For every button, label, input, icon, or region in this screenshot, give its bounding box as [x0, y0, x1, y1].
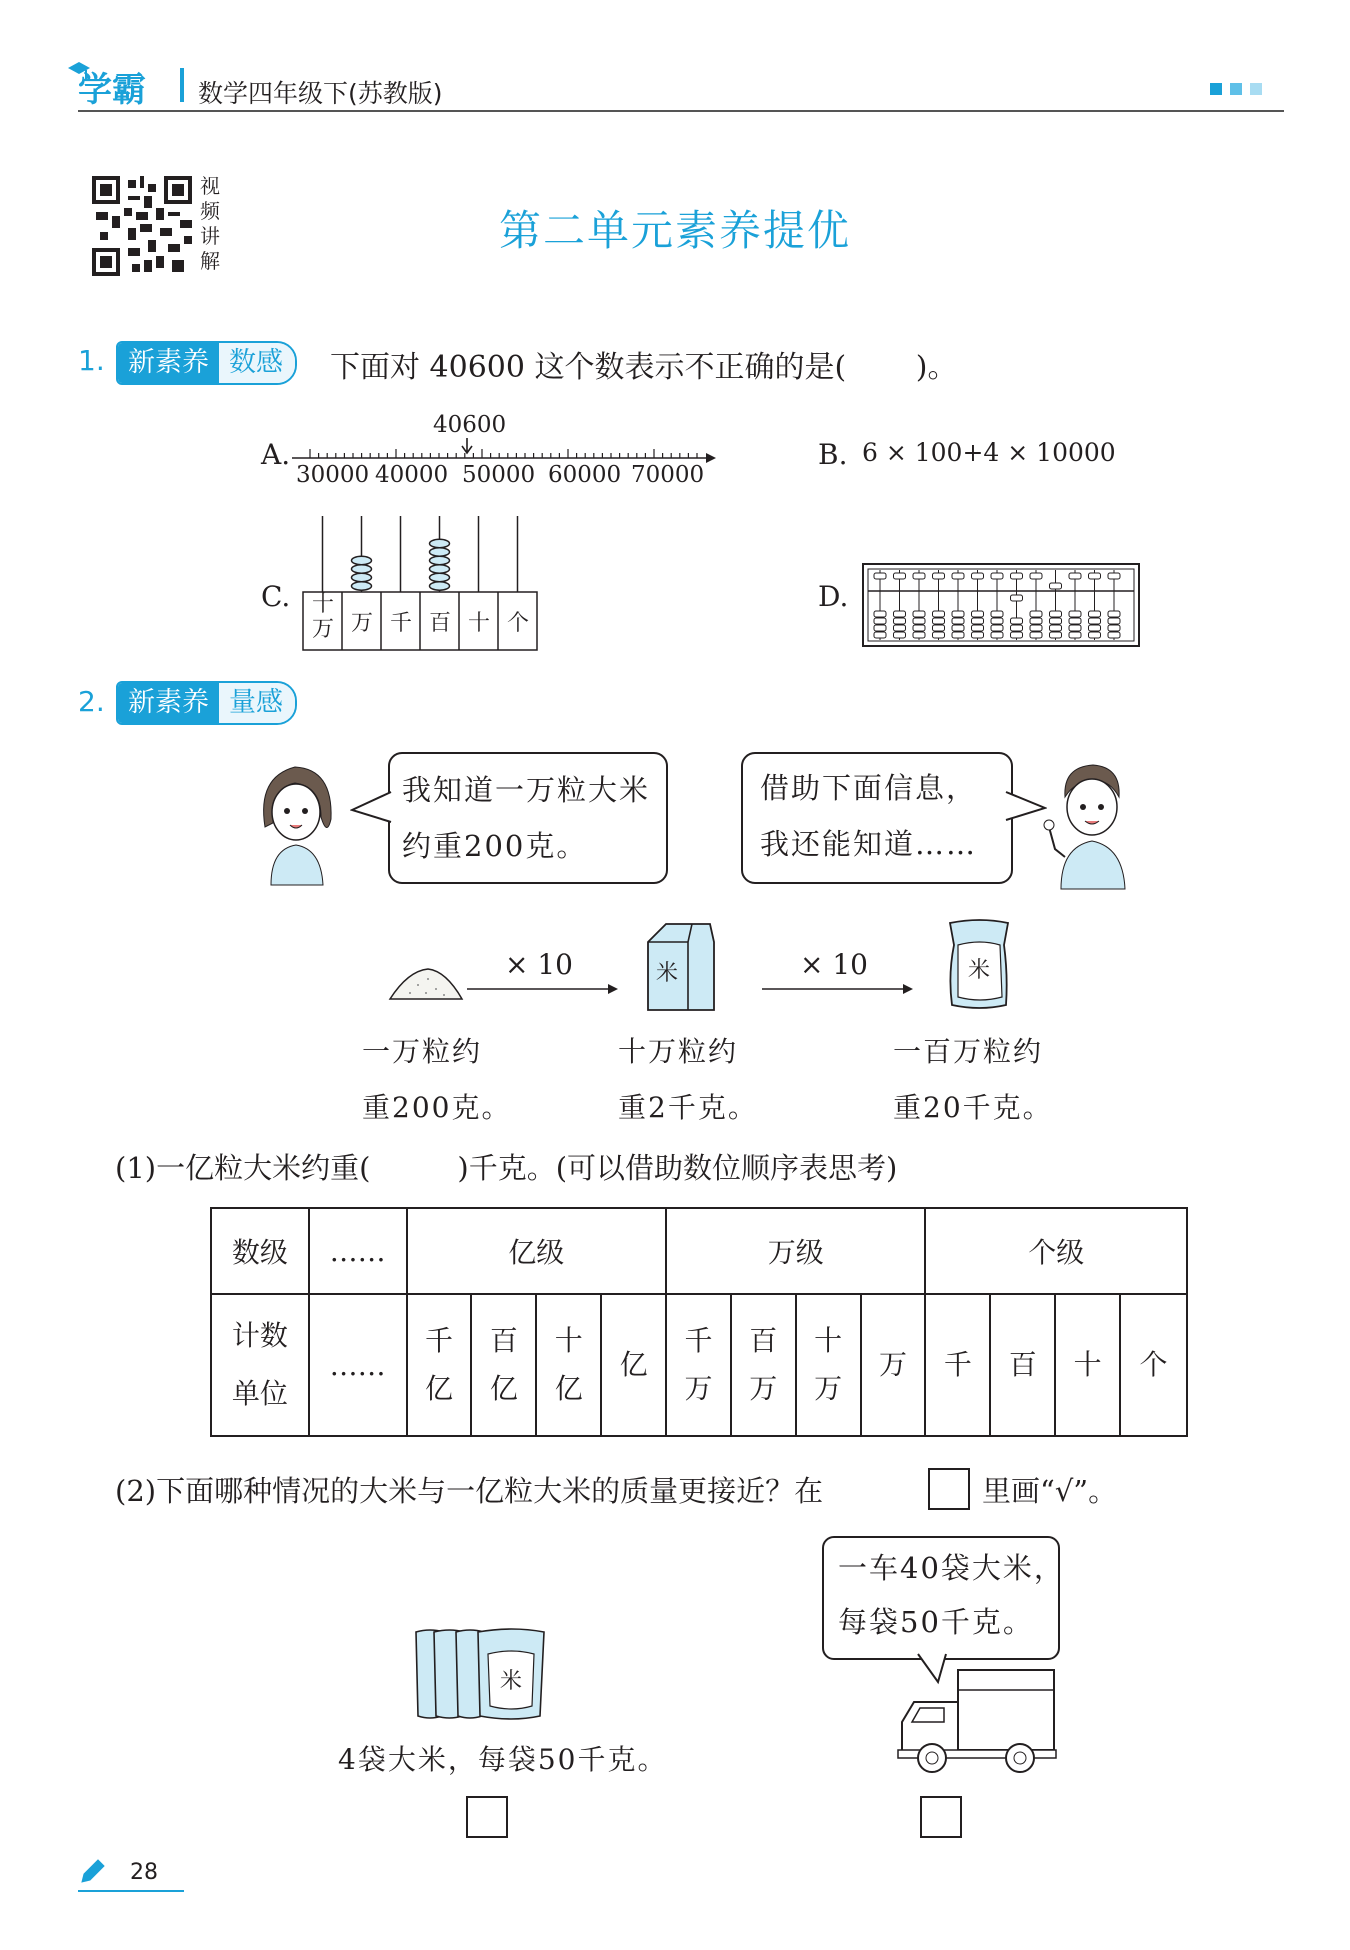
- header-square-icon: [1230, 83, 1242, 95]
- arrow-icon: [760, 982, 915, 996]
- abacus-bead: [952, 611, 964, 617]
- abacus-bead: [1030, 573, 1042, 579]
- abacus-bead: [1030, 632, 1042, 638]
- bead: [352, 565, 372, 573]
- multiplier-label: × 10: [505, 948, 573, 981]
- question-text: 下面对 40600 这个数表示不正确的是( )。: [330, 350, 958, 385]
- abacus-bead: [991, 618, 1003, 624]
- abacus-bead: [933, 573, 945, 579]
- unit-char: 个: [1139, 1348, 1168, 1381]
- rice-info: 重20千克。: [893, 1091, 1053, 1124]
- unit-char: 千: [425, 1324, 454, 1357]
- bag-char: 米: [500, 1669, 523, 1694]
- unit-cell: [861, 1294, 926, 1436]
- bubble-pointer: [350, 790, 392, 826]
- tag-sub: 量感: [219, 683, 295, 723]
- abacus-bead: [1108, 611, 1120, 617]
- unit-cell: [536, 1294, 601, 1436]
- tag-main: 新素养: [118, 683, 219, 723]
- qr-label: 视频讲解: [200, 174, 220, 273]
- abacus-bead: [1069, 611, 1081, 617]
- header-square-icon: [1250, 83, 1262, 95]
- bead: [430, 539, 450, 547]
- tag-sub: 数感: [219, 343, 295, 383]
- abacus-bead: [952, 632, 964, 638]
- unit-char: 百: [489, 1324, 518, 1357]
- abacus-bead: [1050, 611, 1062, 617]
- bubble-line: 约重200克。: [402, 829, 588, 863]
- abacus-bead: [1050, 625, 1062, 631]
- abacus-bead: [1089, 573, 1101, 579]
- box-char: 米: [656, 961, 679, 986]
- abacus-bead: [1050, 618, 1062, 624]
- unit-char: 亿: [425, 1372, 454, 1405]
- unit-cell: [796, 1294, 861, 1436]
- bead: [430, 556, 450, 564]
- rice-info: 一万粒约: [362, 1035, 483, 1068]
- bead: [352, 556, 372, 564]
- unit-cell: [925, 1294, 990, 1436]
- bubble-line: 我还能知道……: [760, 827, 978, 861]
- option-d-label: D.: [818, 580, 849, 613]
- number-line-tick-label: 70000: [631, 462, 705, 488]
- abacus-bead: [1069, 625, 1081, 631]
- abacus-bead: [1089, 611, 1101, 617]
- sub-question-2-end: 里画“√”。: [982, 1474, 1118, 1508]
- arrow-icon: [465, 982, 620, 996]
- abacus-bead: [952, 625, 964, 631]
- abacus-bead: [1050, 632, 1062, 638]
- abacus-bead: [1069, 573, 1081, 579]
- level-cell: 个级: [925, 1208, 1187, 1294]
- number-line-tick-label: 50000: [462, 462, 536, 488]
- question-number: 1.: [78, 344, 105, 377]
- abacus-bead: [1011, 573, 1023, 579]
- abacus-bead: [874, 625, 886, 631]
- rice-box-icon: [642, 918, 718, 1014]
- unit-cell: [731, 1294, 796, 1436]
- boy-illustration: [1035, 757, 1135, 892]
- abacus-bead: [952, 573, 964, 579]
- place-label: 个: [506, 611, 529, 636]
- rice-info: 重200克。: [362, 1091, 512, 1124]
- bubble-line: 每袋50千克。: [838, 1605, 1034, 1639]
- abacus-bead: [894, 573, 906, 579]
- unit-char: 万: [814, 1372, 843, 1405]
- unit-char: 万: [684, 1372, 713, 1405]
- abacus-bead: [933, 618, 945, 624]
- unit-cell: [990, 1294, 1055, 1436]
- place-label: 万: [350, 611, 373, 636]
- unit-cell: [601, 1294, 666, 1436]
- abacus-bead: [933, 625, 945, 631]
- abacus-bead: [913, 573, 925, 579]
- abacus-bead: [913, 625, 925, 631]
- abacus-bead: [972, 632, 984, 638]
- rice-bag-icon: [944, 915, 1014, 1011]
- choice-1-check-box[interactable]: [466, 1796, 508, 1838]
- abacus-bead: [913, 632, 925, 638]
- abacus-bead: [952, 618, 964, 624]
- bubble-line: 借助下面信息，: [760, 771, 978, 805]
- abacus-bead: [991, 625, 1003, 631]
- abacus-bead: [1011, 625, 1023, 631]
- abacus-bead: [1050, 583, 1062, 589]
- abacus-bead: [1108, 573, 1120, 579]
- row-head: 数级: [211, 1208, 309, 1294]
- rice-pile-icon: [388, 965, 464, 1003]
- abacus-bead: [874, 618, 886, 624]
- abacus-bead: [991, 573, 1003, 579]
- abacus-bead: [972, 625, 984, 631]
- abacus-bead: [972, 618, 984, 624]
- abacus-bead: [874, 573, 886, 579]
- bead: [430, 582, 450, 590]
- abacus-bead: [1069, 618, 1081, 624]
- abacus-bead: [1108, 618, 1120, 624]
- level-cell: 亿级: [407, 1208, 666, 1294]
- unit-char: 十: [814, 1324, 843, 1357]
- tag-main: 新素养: [118, 343, 219, 383]
- abacus-bead: [1089, 632, 1101, 638]
- abacus-bead: [1030, 618, 1042, 624]
- brand-logo: 学霸: [78, 70, 146, 110]
- option-a-label: A.: [261, 438, 291, 471]
- abacus-icon: [862, 563, 1142, 649]
- ellipsis-cell: ……: [309, 1208, 407, 1294]
- abacus-bead: [1089, 625, 1101, 631]
- abacus-bead: [874, 611, 886, 617]
- rice-info: 十万粒约: [618, 1035, 739, 1068]
- unit-cell: [407, 1294, 472, 1436]
- number-line-tick-label: 30000: [296, 462, 370, 488]
- question-tag: [116, 341, 297, 385]
- book-title: 数学四年级下(苏教版): [198, 79, 443, 108]
- rice-info: 一百万粒约: [893, 1035, 1044, 1068]
- sub-question-2: (2)下面哪种情况的大米与一亿粒大米的质量更接近？在: [115, 1474, 824, 1508]
- unit-char: 万: [749, 1372, 778, 1405]
- abacus-bead: [1011, 632, 1023, 638]
- abacus-bead: [894, 611, 906, 617]
- page-number: 28: [130, 1860, 158, 1885]
- unit-char: 亿: [554, 1372, 583, 1405]
- abacus-bead: [894, 632, 906, 638]
- bubble-line: 我知道一万粒大米: [402, 773, 651, 807]
- abacus-bead: [972, 573, 984, 579]
- abacus-bead: [1089, 618, 1101, 624]
- unit-cell: [666, 1294, 731, 1436]
- unit-cell: [471, 1294, 536, 1436]
- footer-rule: [78, 1890, 184, 1892]
- unit-char: 十: [554, 1324, 583, 1357]
- abacus-bead: [933, 611, 945, 617]
- bubble-line: 一车40袋大米，: [838, 1551, 1065, 1585]
- abacus-bead: [972, 611, 984, 617]
- abacus-bead: [1108, 632, 1120, 638]
- number-line-arrow-icon: [462, 438, 472, 453]
- truck-icon: [896, 1666, 1060, 1778]
- number-line-marker-label: 40600: [433, 412, 507, 438]
- place-value-table: [210, 1207, 1188, 1437]
- header-square-icon: [1210, 83, 1222, 95]
- abacus-bead: [1011, 595, 1023, 601]
- level-cell: 万级: [666, 1208, 925, 1294]
- unit-char: 亿: [619, 1348, 648, 1381]
- unit-char: 万: [879, 1348, 908, 1381]
- brand-divider: [180, 68, 184, 102]
- abacus-bead: [1108, 625, 1120, 631]
- bead: [430, 548, 450, 556]
- number-line-tick-label: 40000: [375, 462, 449, 488]
- abacus-bead: [894, 625, 906, 631]
- girl-illustration: [255, 757, 337, 887]
- abacus-bead: [991, 611, 1003, 617]
- unit-char: 亿: [489, 1372, 518, 1405]
- abacus-bead: [913, 618, 925, 624]
- page-title: 第二单元素养提优: [498, 206, 851, 255]
- multiplier-label: × 10: [800, 948, 868, 981]
- row-head-line: 单位: [231, 1377, 288, 1410]
- unit-char: 千: [684, 1324, 713, 1357]
- choice-1-text: 4袋大米，每袋50千克。: [338, 1743, 668, 1776]
- row-head: [211, 1294, 309, 1436]
- abacus-bead: [1030, 611, 1042, 617]
- bag-char: 米: [968, 958, 991, 983]
- graduation-cap-icon: [66, 58, 92, 84]
- abacus-bead: [894, 618, 906, 624]
- option-c-label: C.: [261, 580, 291, 613]
- number-line-tick-label: 60000: [548, 462, 622, 488]
- question-number: 2.: [78, 685, 105, 718]
- bead: [430, 565, 450, 573]
- unit-char: 十: [1073, 1348, 1102, 1381]
- question-tag: [116, 681, 297, 725]
- unit-char: 百: [1008, 1348, 1037, 1381]
- example-check-box: [928, 1468, 970, 1510]
- abacus-bead: [933, 632, 945, 638]
- four-rice-bags-icon: [412, 1626, 548, 1724]
- place-label: 千: [389, 611, 412, 636]
- unit-cell: [1120, 1294, 1187, 1436]
- option-b-label: B.: [818, 438, 848, 471]
- bead: [352, 582, 372, 590]
- sub-question-1: (1)一亿粒大米约重( )千克。(可以借助数位顺序表思考): [115, 1151, 898, 1185]
- bead: [352, 573, 372, 581]
- abacus-bead: [1030, 625, 1042, 631]
- rice-info: 重2千克。: [618, 1091, 758, 1124]
- ellipsis-cell: ……: [309, 1294, 407, 1436]
- unit-char: 千: [943, 1348, 972, 1381]
- place-label: 十: [467, 611, 490, 636]
- row-head-line: 计数: [231, 1319, 288, 1352]
- choice-2-check-box[interactable]: [920, 1796, 962, 1838]
- abacus-bead: [991, 632, 1003, 638]
- option-b-expression: 6 × 100+4 × 10000: [862, 438, 1116, 467]
- pencil-icon: [78, 1858, 106, 1886]
- abacus-bead: [874, 632, 886, 638]
- abacus-bead: [913, 611, 925, 617]
- unit-char: 百: [749, 1324, 778, 1357]
- place-label: 百: [428, 611, 451, 636]
- bead: [430, 573, 450, 581]
- place-label: 十万: [311, 592, 334, 642]
- abacus-bead: [1069, 632, 1081, 638]
- unit-cell: [1055, 1294, 1120, 1436]
- abacus-bead: [1011, 618, 1023, 624]
- header-rule: [78, 110, 1284, 112]
